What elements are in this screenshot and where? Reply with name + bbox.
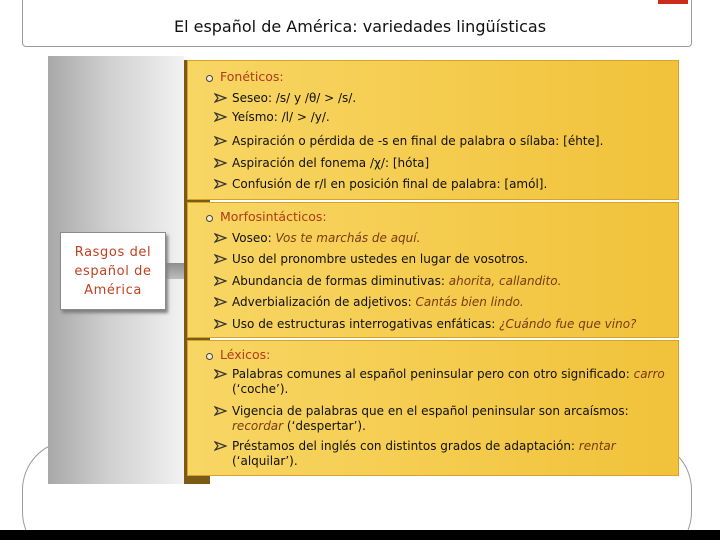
list-item <box>232 231 676 246</box>
item-text: Confusión de r/l en posición final de palabra: [amól]. <box>232 177 548 191</box>
item-example: rentar <box>578 439 616 453</box>
list-item <box>232 439 676 469</box>
list-item <box>232 177 676 192</box>
item-text: Voseo: <box>232 231 272 245</box>
section-title: Léxicos: <box>220 347 271 362</box>
arrow-bullet-icon <box>214 111 227 123</box>
section-lexicos <box>187 340 679 476</box>
list-item <box>232 156 676 171</box>
arrow-bullet-icon <box>214 440 227 452</box>
list-item <box>232 274 676 289</box>
item-example: Cantás bien lindo. <box>415 295 524 309</box>
item-gloss: (‘despertar’). <box>286 419 366 433</box>
item-text: Abundancia de formas diminutivas: <box>232 274 445 288</box>
list-item <box>232 110 676 125</box>
arrow-bullet-icon <box>214 178 227 190</box>
item-gloss: (‘alquilar’). <box>232 454 298 468</box>
circle-bullet-icon <box>206 215 213 222</box>
item-text: Seseo: /s/ y /θ/ > /s/. <box>232 91 357 105</box>
arrow-bullet-icon <box>214 296 227 308</box>
item-example: ¿Cuándo fue que vino? <box>499 317 637 331</box>
item-text: Aspiración o pérdida de -s en final de palabra o sílaba: [éhte]. <box>232 134 604 148</box>
arrow-bullet-icon <box>214 253 227 265</box>
item-gloss: (‘coche’). <box>232 382 289 396</box>
slide-title: El español de América: variedades lingüísticas <box>173 17 547 36</box>
section-foneticos <box>187 60 679 200</box>
arrow-bullet-icon <box>214 318 227 330</box>
item-text: Yeísmo: /l/ > /y/. <box>232 110 330 124</box>
arrow-bullet-icon <box>214 135 227 147</box>
section-title: Fonéticos: <box>220 69 284 84</box>
item-example: Vos te marchás de aquí. <box>275 231 421 245</box>
arrow-bullet-icon <box>214 275 227 287</box>
connector-bar <box>165 263 186 279</box>
list-item <box>232 317 676 332</box>
arrow-bullet-icon <box>214 157 227 169</box>
list-item <box>232 367 676 397</box>
list-item <box>232 134 676 149</box>
arrow-bullet-icon <box>214 405 227 417</box>
list-item <box>232 91 676 106</box>
concept-label: Rasgos del español de América <box>74 244 152 298</box>
item-text: Uso del pronombre ustedes en lugar de vosotros. <box>232 252 529 266</box>
item-text: Aspiración del fonema /χ/: [hóta] <box>232 156 430 170</box>
arrow-bullet-icon <box>214 92 227 104</box>
item-text: Palabras comunes al español peninsular pero con otro significado: <box>232 367 630 381</box>
section-title: Morfosintácticos: <box>220 209 327 224</box>
list-item <box>232 252 676 267</box>
item-example: carro <box>633 367 665 381</box>
item-text: Vigencia de palabras que en el español peninsular son arcaísmos: <box>232 404 629 418</box>
circle-bullet-icon <box>206 353 213 360</box>
item-text: Uso de estructuras interrogativas enfáticas: <box>232 317 496 331</box>
circle-bullet-icon <box>206 75 213 82</box>
concept-box <box>60 232 166 310</box>
arrow-bullet-icon <box>214 368 227 380</box>
list-item <box>232 404 676 434</box>
item-text: Préstamos del inglés con distintos grados de adaptación: <box>232 439 575 453</box>
item-text: Adverbialización de adjetivos: <box>232 295 412 309</box>
list-item <box>232 295 676 310</box>
item-example: recordar <box>232 419 284 433</box>
item-example: ahorita, callandito. <box>448 274 562 288</box>
section-morfosintacticos <box>187 202 679 338</box>
arrow-bullet-icon <box>214 232 227 244</box>
